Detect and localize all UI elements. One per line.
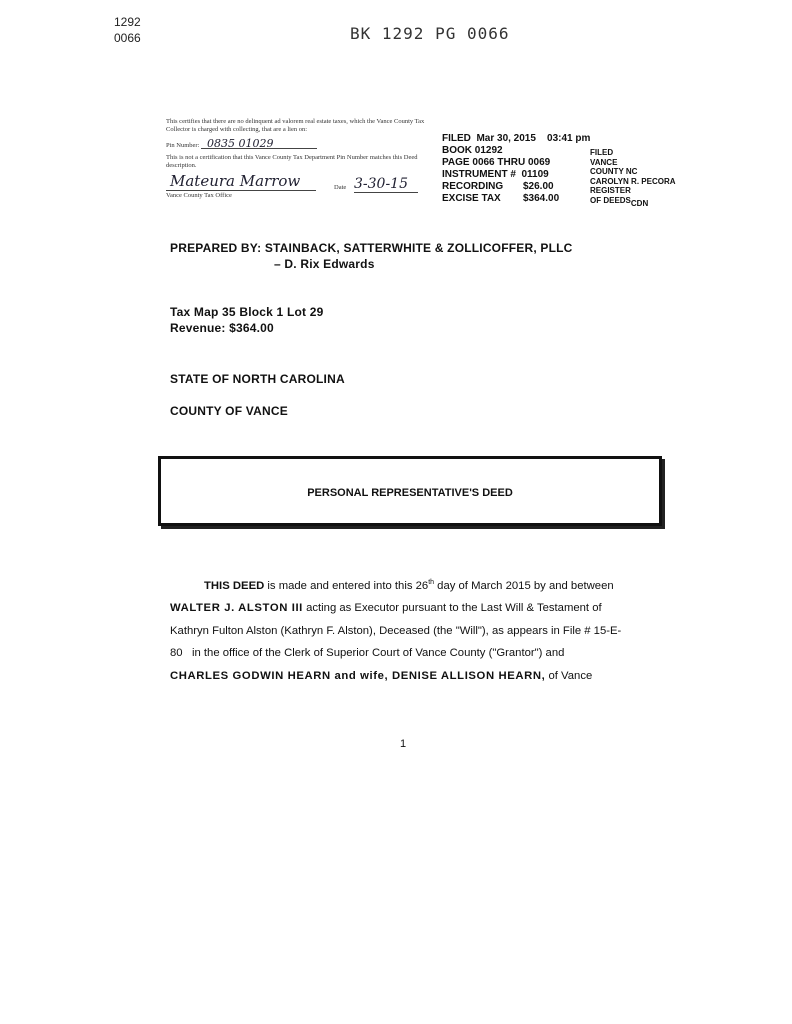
book-page-stamp: BK 1292 PG 0066 [350, 24, 510, 43]
excise-tax-value: $364.00 [523, 193, 560, 204]
corner-book-number: 1292 [114, 15, 141, 29]
body-line-4: 80 in the office of the Clerk of Superior Court of Vance County ("Grantor") and [170, 647, 565, 660]
deed-title: PERSONAL REPRESENTATIVE'S DEED [307, 487, 513, 499]
body-text: is made and entered into this 26 [264, 579, 429, 592]
register-line-text: OF DEEDS [590, 195, 631, 205]
date-handwritten: 3-30-15 [354, 176, 418, 193]
recording-fee: $26.00 [523, 181, 554, 192]
pin-number-line [166, 137, 428, 150]
excise-tax-label: EXCISE TAX [442, 193, 501, 204]
pin-handwritten: 0835 01029 [201, 140, 317, 149]
body-line-1 [170, 572, 640, 597]
body-line-3: Kathryn Fulton Alston (Kathryn F. Alston), Deceased (the "Will"), as appears in File # 15-E- [170, 624, 622, 637]
book-line: BOOK 01292 [442, 145, 503, 156]
register-initials: CDN [630, 198, 649, 208]
page-number: 1 [400, 738, 407, 750]
pin-label: Pin Number: [166, 142, 200, 149]
grantee-names: CHARLES GODWIN HEARN and wife, DENISE ALLISON HEARN, [170, 669, 546, 682]
tax-office-signature: Mateura Marrow [170, 172, 301, 190]
register-line: REGISTER [590, 186, 631, 195]
prepared-by-attorney: – D. Rix Edwards [274, 257, 375, 271]
register-line: VANCE [590, 157, 618, 167]
signature-line [166, 190, 316, 191]
body-line-5 [170, 665, 640, 688]
filed-line: FILED Mar 30, 2015 03:41 pm [442, 133, 591, 144]
corner-page-number: 0066 [114, 31, 141, 45]
tax-office-label: Vance County Tax Office [166, 192, 232, 199]
state-heading: STATE OF NORTH CAROLINA [170, 372, 345, 386]
register-line [590, 196, 676, 206]
deed-title-box [158, 456, 662, 526]
deed-body-paragraph [170, 572, 640, 687]
grantor-name: WALTER J. ALSTON III [170, 602, 303, 615]
instrument-line: INSTRUMENT # 01109 [442, 169, 549, 180]
recording-label: RECORDING [442, 181, 504, 192]
register-line: CAROLYN R. PECORA [590, 176, 676, 186]
county-heading: COUNTY OF VANCE [170, 404, 288, 418]
register-line: COUNTY NC [590, 167, 638, 176]
ordinal-suffix: th [428, 579, 435, 586]
tax-disclaimer-text: This is not a certification that this Vance County Tax Department Pin Number matches this Deed description. [166, 154, 418, 169]
body-text: day of March 2015 by and between [434, 579, 614, 592]
body-text: acting as Executor pursuant to the Last Will & Testament of [302, 602, 602, 615]
this-deed-label: THIS DEED [204, 579, 265, 592]
body-text: of Vance [545, 669, 593, 682]
date-label: Date [334, 184, 347, 191]
prepared-by-line: PREPARED BY: STAINBACK, SATTERWHITE & ZOLLICOFFER, PLLC [170, 241, 573, 255]
register-of-deeds-block [590, 148, 676, 208]
tax-map-line: Tax Map 35 Block 1 Lot 29 [170, 305, 324, 319]
page-line: PAGE 0066 THRU 0069 [442, 157, 551, 168]
tax-certification-text: This certifies that there are no delinquent ad valorem real estate taxes, which the Vance County Tax Collector is charged with collecting, that are a lien on: [166, 118, 425, 133]
revenue-line: Revenue: $364.00 [170, 321, 274, 335]
register-line: FILED [590, 148, 614, 157]
body-line-2 [170, 597, 640, 620]
